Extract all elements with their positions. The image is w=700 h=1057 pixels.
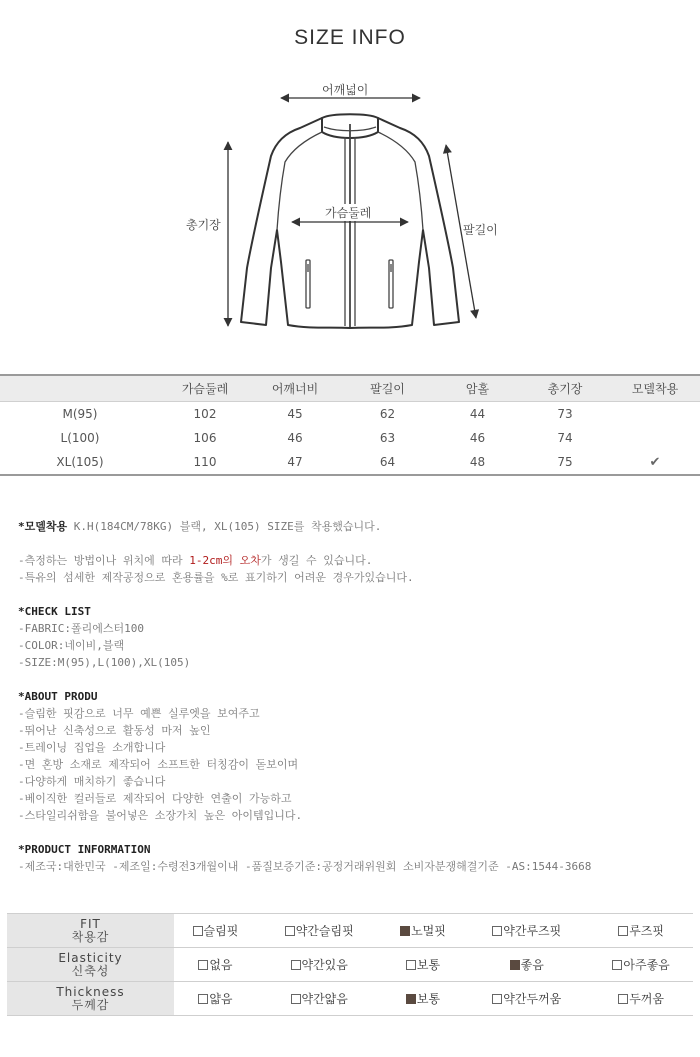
fit-option [382, 914, 465, 948]
list-item: -베이직한 컬러들로 제작되어 다양한 연출이 가능하고 [18, 792, 292, 805]
measure-text-end: 가 생길 수 있습니다. [260, 554, 373, 567]
fit-row-label [7, 914, 174, 948]
header-shoulder: 어깨너비 [250, 375, 340, 402]
model-note [18, 518, 688, 535]
product-notes [18, 518, 688, 875]
fit-option-label: 약간있음 [301, 958, 348, 972]
sleeve-label: 팔길이 [463, 223, 498, 237]
header-model: 모델착용 [610, 375, 700, 402]
checkbox-icon [618, 994, 628, 1004]
size-cell: XL(105) [0, 450, 160, 475]
chest-cell: 110 [160, 450, 250, 475]
fit-option-label: 슬림핏 [203, 924, 239, 938]
fit-option [174, 914, 257, 948]
header-chest: 가슴둘레 [160, 375, 250, 402]
fit-option-label: 약간슬림핏 [295, 924, 354, 938]
table-row [0, 402, 700, 427]
product-info-line: -제조국:대한민국 -제조일:수령전3개월이내 -품질보증기준:공정거래위원회 소비자분쟁해결기준 -AS:1544-3668 [18, 860, 592, 873]
shoulder-label: 어깨넓이 [322, 83, 369, 97]
checked-box-icon [400, 926, 410, 936]
list-item: -면 혼방 소재로 제작되어 소프트한 터칭감이 돋보이며 [18, 758, 299, 771]
model-cell [610, 402, 700, 427]
length-cell: 74 [557, 431, 573, 445]
measure-text: -측정하는 방법이나 위치에 따라 [18, 554, 190, 567]
fit-option [257, 948, 382, 982]
model-text: K.H(184CM/78KG) 블랙, XL(105) SIZE를 착용했습니다. [67, 520, 382, 533]
chest-cell: 102 [193, 407, 217, 421]
checkbox-icon [193, 926, 203, 936]
size-table [0, 374, 700, 476]
fit-option-label: 보통 [416, 958, 441, 972]
fit-option [464, 982, 589, 1016]
fit-option [589, 948, 693, 982]
list-item: -슬림한 핏감으로 너무 예쁜 실루엣을 보여주고 [18, 707, 260, 720]
check-list-heading: *CHECK LIST [18, 605, 91, 618]
chest-cell: 106 [193, 431, 217, 445]
fit-option [464, 948, 589, 982]
list-item: -트레이닝 집업을 소개합니다 [18, 741, 166, 754]
product-info-heading: *PRODUCT INFORMATION [18, 843, 151, 856]
checkbox-icon [612, 960, 622, 970]
fit-table [7, 913, 693, 1016]
fit-row-label [7, 948, 174, 982]
material-note: -특유의 섬세한 제작공정으로 혼용률을 %로 표기하기 어려운 경우가있습니다. [18, 571, 414, 584]
shoulder-cell: 47 [250, 450, 340, 475]
size-table-header [0, 375, 700, 402]
model-cell [610, 426, 700, 450]
list-item: -FABRIC:폴리에스터100 [18, 622, 144, 635]
about-heading: *ABOUT PRODU [18, 690, 98, 703]
length-cell: 75 [520, 450, 610, 475]
list-item: -뛰어난 신축성으로 활동성 마저 높인 [18, 724, 211, 737]
length-label: 총기장 [186, 218, 221, 232]
fit-option [257, 914, 382, 948]
table-row [0, 450, 700, 475]
sleeve-cell: 62 [379, 407, 396, 421]
header-sleeve: 팔길이 [340, 375, 435, 402]
fit-option-label: 없음 [209, 958, 233, 972]
page-title: SIZE INFO [294, 26, 406, 49]
fit-option-label: 약간두꺼움 [503, 992, 562, 1006]
chest-label: 가슴둘레 [325, 206, 372, 220]
checkbox-icon [198, 994, 208, 1004]
checkbox-icon [406, 960, 416, 970]
fit-option [174, 948, 257, 982]
fit-option [464, 914, 589, 948]
sleeve-cell: 64 [340, 450, 435, 475]
fit-option [589, 982, 693, 1016]
checked-box-icon [510, 960, 520, 970]
label-ko: 두께감 [71, 997, 110, 1012]
shoulder-cell: 45 [287, 407, 303, 421]
checkbox-icon [492, 926, 502, 936]
list-item: -스타일리쉬함을 불어넣은 소장가치 높은 아이템입니다. [18, 809, 303, 822]
checkbox-icon [198, 960, 208, 970]
model-heading: *모델착용 [18, 520, 68, 533]
fit-option-label: 노멀핏 [411, 924, 446, 938]
fit-option-label: 약간얇음 [301, 992, 348, 1006]
label-ko: 신축성 [71, 963, 110, 978]
shoulder-cell: 46 [287, 431, 303, 445]
checkbox-icon [285, 926, 295, 936]
checkbox-icon [291, 960, 301, 970]
measure-note [18, 552, 688, 569]
checkbox-icon [291, 994, 301, 1004]
armhole-cell: 46 [469, 431, 486, 445]
header-armhole: 암홀 [435, 375, 520, 402]
fit-option-label: 좋음 [520, 958, 544, 972]
list-item: -SIZE:M(95),L(100),XL(105) [18, 656, 191, 669]
checkmark-icon: ✔ [610, 450, 700, 475]
header-size [0, 375, 160, 402]
fit-row-label [7, 982, 174, 1016]
length-cell: 73 [557, 407, 573, 421]
fit-row [7, 982, 693, 1016]
fit-option-label: 약간루즈핏 [503, 924, 562, 938]
armhole-cell: 48 [435, 450, 520, 475]
checked-box-icon [406, 994, 416, 1004]
label-ko: 착용감 [71, 929, 110, 944]
fit-option-label: 두꺼움 [629, 992, 664, 1006]
fit-option [382, 982, 465, 1016]
table-row [0, 426, 700, 450]
fit-option-label: 아주좋음 [623, 958, 670, 972]
armhole-cell: 44 [469, 407, 486, 421]
fit-option [257, 982, 382, 1016]
fit-option [174, 982, 257, 1016]
header-length: 총기장 [520, 375, 610, 402]
checkbox-icon [492, 994, 502, 1004]
label-en: Thickness [56, 984, 125, 999]
sleeve-cell: 63 [379, 431, 396, 445]
fit-option-label: 루즈핏 [629, 924, 664, 938]
label-en: Elasticity [58, 950, 123, 965]
checkbox-icon [618, 926, 628, 936]
error-range-highlight: 1-2cm의 오차 [189, 554, 261, 567]
fit-option-label: 보통 [416, 992, 441, 1006]
fit-option [382, 948, 465, 982]
size-cell: M(95) [62, 407, 98, 421]
fit-row [7, 914, 693, 948]
size-cell: L(100) [60, 431, 100, 445]
fit-option [589, 914, 693, 948]
fit-option-label: 얇음 [209, 992, 233, 1006]
fit-row [7, 948, 693, 982]
list-item: -다양하게 매치하기 좋습니다 [18, 775, 166, 788]
label-en: FIT [80, 916, 101, 931]
list-item: -COLOR:네이비,블랙 [18, 639, 125, 652]
